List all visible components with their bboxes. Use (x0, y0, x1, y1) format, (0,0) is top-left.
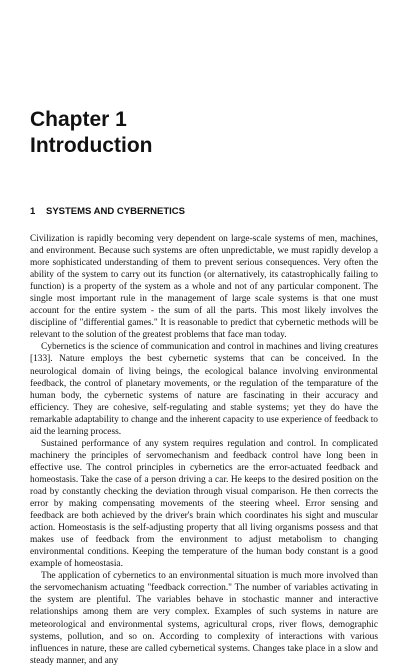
paragraph-1: Civilization is rapidly becoming very dependent on large-scale systems of men, machines, and environment. Because such systems are often unpredictable, we must rapidly develop a more sophisticated understanding of them to prevent serious consequences. Very often the ability of the system to carry out its function (or alternatively, its catastrophically failing to function) is a property of the system as a whole and not of any particular component. The single most important rule in the management of large scale systems is that one must account for the entire system - the sum of all the parts. This most likely involves the discipline of "differential games." It is reasonable to predict that cybernetic methods will be relevant to the solution of the greatest problems that face man today. (30, 234, 378, 341)
body-text (30, 233, 378, 667)
chapter-title: Introduction (30, 134, 153, 157)
paragraph-2: Cybernetics is the science of communication and control in machines and living creatures [133]. Nature employs the best cybernetic systems that can be conceived. In the neurological domain of living beings, the ecological balance involving environmental feedback, the control of planetary movements, or the regulation of the temparature of the human body, the cybernetic systems of nature are fascinating in their accuracy and efficiency. They are cohesive, self-regulating and stable systems; yet they do have the remarkable adaptability to change and the inherent capacity to use experience of feedback to aid the learning process. (30, 342, 378, 437)
section-number: 1 (30, 206, 36, 217)
paragraph-3: Sustained performance of any system requires regulation and control. In complicated machinery the principles of servomechanism and feedback control have long been in effective use. The control principles in cybernetics are the error-actuated feedback and homeostasis. Take the case of a person driving a car. He keeps to the desired position on the road by constantly checking the deviation through visual comparison. He then corrects the error by making compensating movements of the steering wheel. Error sensing and feedback are both achieved by the driver's brain which coordinates his sight and muscular action. Homeostasis is the self-adjusting property that all living organisms possess and that makes use of feedback from the environment to adjust metabolism to changing environmental conditions. Keeping the temperature of the human body constant is a good example of homeostasia. (30, 438, 378, 570)
chapter-label: Chapter 1 (30, 108, 127, 131)
section-title: SYSTEMS AND CYBERNETICS (46, 206, 185, 217)
paragraph-4: The application of cybernetics to an environmental situation is much more involved than the servomechanism actuating "feedback correction." The number of variables activating in the system are plentiful. The variables behave in stochastic manner and interactive relationships among them are very complex. Examples of such systems in nature are meteorological and environmental systems, agricultural crops, river flows, demographic systems, pollution, and so on. According to complexity of interactions with various influences in nature, these are called cybernetical systems. Changes take place in a slow and steady manner, and any (30, 571, 378, 666)
section-heading (30, 206, 185, 218)
